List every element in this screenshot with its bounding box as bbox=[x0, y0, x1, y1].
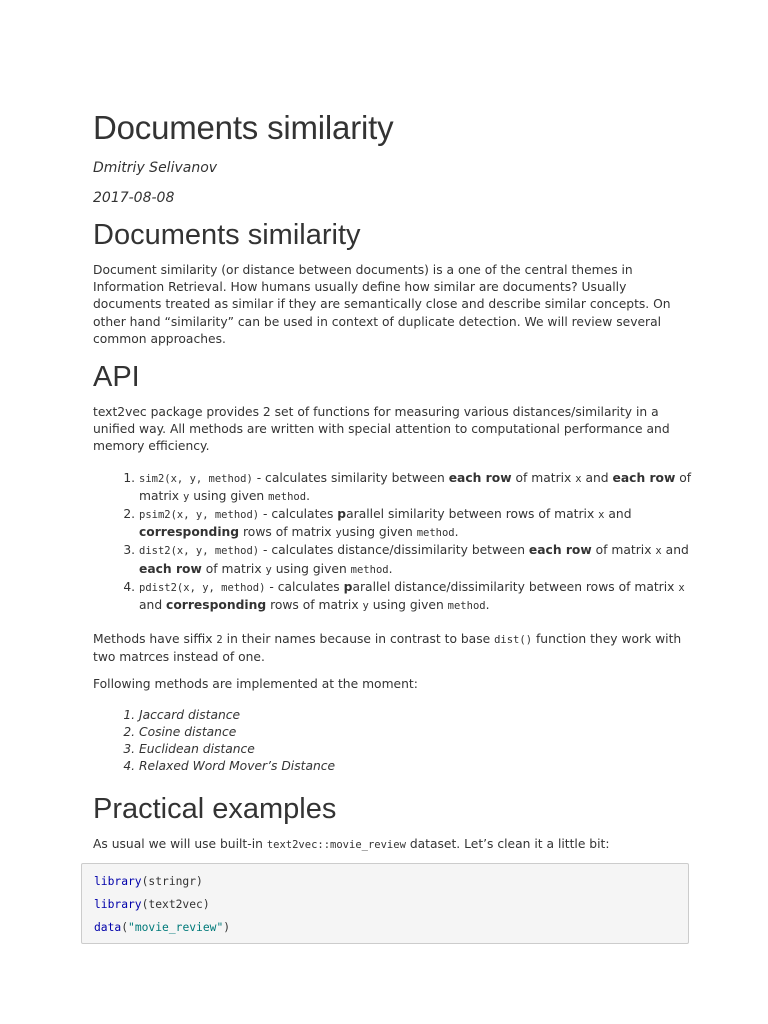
intro-paragraph: Document similarity (or distance between documents) is a one of the central themes in Information Retrieval. How humans usually define how similar are documents? Usually documents treated as similar if they are semantically close and describe similar concepts. On other hand “similarity” can be used in context of duplicate detection. We will review several common approaches. bbox=[93, 263, 671, 346]
function-signature: sim2(x, y, method) bbox=[139, 472, 253, 485]
bold-text: each row bbox=[612, 470, 676, 485]
api-paragraph: text2vec package provides 2 set of functions for measuring various distances/similarity in a unified way. All methods are written with special attention to computational performance and memory efficiency. bbox=[93, 405, 670, 454]
code-line bbox=[94, 898, 210, 911]
inline-code: text2vec::movie_review bbox=[266, 838, 406, 851]
code-argument: text2vec bbox=[148, 897, 203, 911]
suffix-note-paragraph bbox=[93, 631, 693, 666]
text: using given bbox=[341, 525, 417, 540]
bold-text: each row bbox=[528, 543, 592, 558]
inline-code: y bbox=[265, 563, 272, 576]
code-line bbox=[94, 875, 203, 888]
examples-intro bbox=[93, 836, 693, 854]
text: and bbox=[139, 598, 167, 613]
inline-code: x bbox=[678, 581, 685, 594]
code-punct: ) bbox=[223, 920, 231, 934]
list-item: 1. Jaccard distance bbox=[139, 707, 693, 724]
text: arallel distance/dissimilarity between rows of matrix bbox=[352, 579, 679, 594]
code-punct: ) bbox=[196, 874, 203, 888]
list-item bbox=[139, 470, 693, 506]
text: rows of matrix bbox=[266, 598, 363, 613]
bold-text: p bbox=[343, 579, 353, 594]
function-signature: pdist2(x, y, method) bbox=[139, 581, 266, 594]
section-heading-api: API bbox=[93, 361, 140, 394]
list-item: 2. Cosine distance bbox=[139, 724, 693, 741]
section-heading-examples: Practical examples bbox=[93, 792, 337, 825]
list-item bbox=[139, 579, 693, 615]
author: Dmitriy Selivanov bbox=[93, 160, 218, 176]
document-title: Documents similarity bbox=[93, 109, 394, 146]
text: rows of matrix bbox=[239, 525, 336, 540]
text: As usual we will use built-in bbox=[93, 836, 267, 851]
inline-code: x bbox=[598, 509, 605, 522]
text: - calculates bbox=[259, 507, 338, 522]
text: - calculates similarity between bbox=[252, 470, 449, 485]
text: using given bbox=[368, 598, 448, 613]
inline-code: y bbox=[335, 527, 342, 540]
bold-text: corresponding bbox=[139, 525, 240, 540]
inline-code: method bbox=[416, 527, 455, 540]
text: arallel similarity between rows of matrix bbox=[346, 507, 599, 522]
text: and bbox=[604, 507, 632, 522]
code-function: library bbox=[94, 874, 142, 888]
text: - calculates bbox=[265, 579, 344, 594]
text: of matrix bbox=[139, 470, 692, 503]
text: - calculates distance/dissimilarity between bbox=[259, 543, 529, 558]
code-punct: ( bbox=[141, 897, 149, 911]
text: of matrix bbox=[591, 543, 656, 558]
inline-code: y bbox=[183, 490, 190, 503]
text: dataset. Let’s clean it a little bit: bbox=[405, 836, 610, 851]
text: using given bbox=[189, 488, 269, 503]
inline-code: method bbox=[447, 600, 486, 613]
inline-code: 2 bbox=[216, 634, 223, 647]
document-content bbox=[93, 108, 693, 944]
methods-list bbox=[93, 707, 693, 776]
code-string: "movie_review" bbox=[128, 920, 224, 934]
list-item bbox=[139, 542, 693, 578]
inline-code: dist() bbox=[494, 634, 533, 647]
code-function: data bbox=[94, 920, 122, 934]
text: . bbox=[485, 598, 490, 613]
text: . bbox=[388, 561, 393, 576]
function-signature: dist2(x, y, method) bbox=[139, 545, 260, 558]
code-block bbox=[81, 863, 689, 944]
text: . bbox=[454, 525, 459, 540]
code-punct: ( bbox=[121, 920, 129, 934]
bold-text: corresponding bbox=[166, 598, 267, 613]
section-heading-intro: Documents similarity bbox=[93, 219, 361, 251]
methods-intro: Following methods are implemented at the moment: bbox=[93, 676, 418, 691]
function-signature: psim2(x, y, method) bbox=[139, 509, 260, 522]
bold-text: each row bbox=[448, 470, 512, 485]
list-item: 4. Relaxed Word Mover’s Distance bbox=[139, 758, 693, 775]
text: Methods have siffix bbox=[93, 632, 217, 647]
text: and bbox=[581, 470, 613, 485]
code-line bbox=[94, 921, 230, 934]
code-punct: ( bbox=[141, 874, 149, 888]
bold-text: each row bbox=[139, 561, 202, 576]
code-argument: stringr bbox=[148, 874, 197, 888]
list-item: 3. Euclidean distance bbox=[139, 741, 693, 758]
text: in their names because in contrast to base bbox=[222, 632, 495, 647]
text: . bbox=[306, 488, 310, 503]
inline-code: method bbox=[350, 563, 389, 576]
code-function: library bbox=[94, 897, 142, 911]
api-function-list bbox=[93, 470, 693, 616]
text: of matrix bbox=[511, 470, 576, 485]
bold-text: p bbox=[337, 507, 347, 522]
inline-code: method bbox=[268, 490, 307, 503]
list-item bbox=[139, 506, 693, 542]
inline-code: x bbox=[655, 545, 662, 558]
code-punct: ) bbox=[202, 897, 210, 911]
inline-code: x bbox=[575, 472, 582, 485]
date: 2017-08-08 bbox=[93, 190, 175, 206]
text: using given bbox=[271, 561, 351, 576]
text: of matrix bbox=[201, 561, 266, 576]
text: function they work with two matrces instead of one. bbox=[93, 632, 682, 665]
inline-code: y bbox=[362, 600, 369, 613]
text: and bbox=[661, 543, 689, 558]
